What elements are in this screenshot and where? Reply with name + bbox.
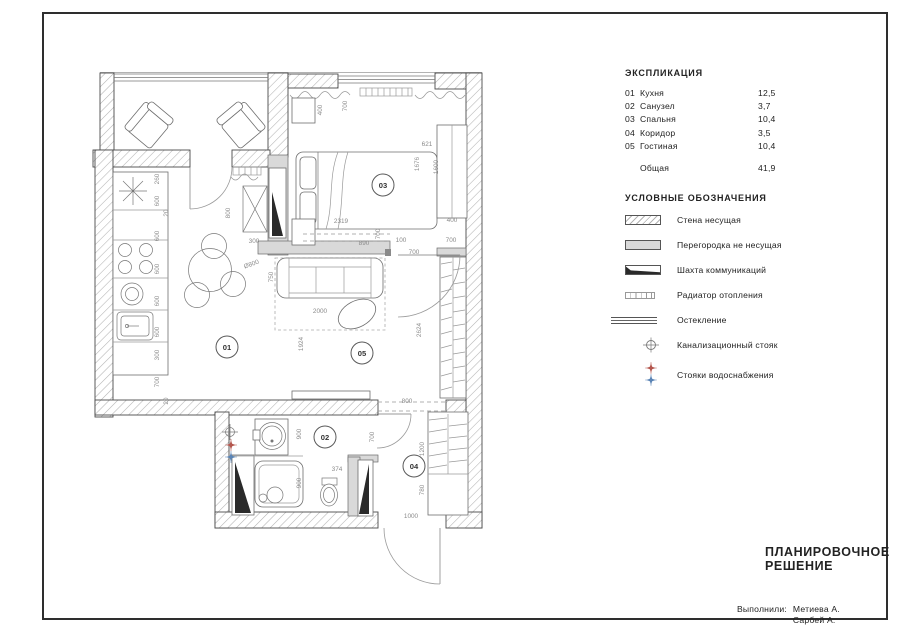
dimension-label: 900 (296, 477, 303, 489)
dimension-label: Ø800 (242, 258, 261, 271)
glazing-swatch (611, 317, 657, 324)
dimension-label: 900 (296, 428, 303, 440)
legend-label: Перегородка не несущая (677, 240, 782, 250)
author-name: Метиева А. (792, 604, 840, 614)
room-badge-03 (372, 174, 394, 196)
legend-item (625, 338, 865, 352)
explication-row (625, 101, 845, 111)
author-name: Сарбей А. (792, 615, 836, 625)
dimension-label: 890 (358, 240, 370, 247)
dimension-label: 700 (375, 228, 382, 240)
dimension-label: 1200 (419, 441, 426, 457)
sewer-riser-icon (631, 337, 671, 353)
legend-label: Стена несущая (677, 215, 741, 225)
legend-item (625, 263, 865, 277)
dimension-label: 2624 (416, 322, 423, 338)
dimension-label: 700 (342, 100, 349, 112)
room-area: 10,4 (758, 114, 776, 125)
dimension-label: 20 (163, 209, 170, 217)
partition-swatch (625, 240, 661, 250)
explication-row (625, 141, 845, 151)
legend-item (625, 238, 865, 252)
explication-row (625, 114, 845, 124)
dimension-label: 100 (395, 237, 407, 244)
total-label: Общая (640, 162, 670, 173)
dimension-label: 260 (154, 173, 161, 185)
explication-row (625, 88, 845, 98)
balcony-door (190, 167, 232, 209)
legend-label: Шахта коммуникаций (677, 265, 767, 275)
living-wardrobe (440, 257, 466, 398)
svg-text:01: 01 (222, 342, 232, 352)
dimension-label: 1924 (298, 336, 305, 352)
dimension-label: 600 (154, 195, 161, 207)
dimension-label: 300 (154, 349, 161, 361)
legend-item (625, 313, 865, 327)
legend-item (625, 363, 865, 387)
dimension-label: 1676 (414, 156, 421, 172)
room-badge-05 (351, 342, 373, 364)
dimension-label: 400 (317, 104, 324, 116)
sink-star-symbol (119, 177, 147, 205)
room-number: 01 (625, 88, 635, 98)
room-name: Спальня (640, 114, 676, 125)
dimension-label: 700 (408, 249, 420, 256)
legend-item (625, 213, 865, 227)
nightstand (292, 98, 315, 123)
room-area: 3,7 (758, 101, 771, 112)
room-name: Кухня (640, 88, 664, 98)
explication-row (625, 128, 845, 138)
room-name: Санузел (640, 101, 675, 112)
dimension-label: 750 (268, 271, 275, 283)
dimension-label: 400 (446, 217, 458, 224)
x-cabinet (243, 186, 267, 232)
dimension-label: 800 (225, 207, 232, 219)
legend-label: Стояки водоснабжения (677, 370, 774, 380)
dimension-label: 600 (154, 263, 161, 275)
room-area: 10,4 (758, 140, 776, 151)
dimension-label: 780 (419, 484, 426, 496)
entrance-door (384, 528, 440, 584)
dimension-label: 600 (154, 295, 161, 307)
dimension-label: 2000 (312, 308, 328, 315)
svg-text:02: 02 (320, 432, 330, 442)
svg-text:04: 04 (409, 461, 419, 471)
dimension-label: 374 (331, 466, 343, 473)
sheet-title-line2: РЕШЕНИЕ (765, 559, 834, 574)
dimension-label: 600 (154, 230, 161, 242)
water-risers-icon (631, 362, 671, 388)
room-number: 03 (625, 114, 635, 125)
utility-shaft-swatch (625, 265, 661, 275)
room-number: 05 (625, 140, 635, 151)
dimension-label: 1600 (433, 159, 440, 175)
dimension-label: 2319 (333, 218, 349, 225)
dimension-label: 700 (154, 376, 161, 388)
room-area: 3,5 (758, 127, 771, 138)
dimension-label: 800 (401, 398, 413, 405)
dimension-label: 600 (154, 326, 161, 338)
dimension-label: 1000 (403, 513, 419, 520)
legend-item (625, 288, 865, 302)
room-badge-01 (216, 336, 238, 358)
legend-label: Канализационный стояк (677, 340, 778, 350)
dimension-label: 700 (445, 237, 457, 244)
toilet (321, 478, 338, 506)
washbasin (253, 419, 288, 455)
dining-table (185, 234, 246, 308)
bathroom-door (377, 414, 411, 448)
tv-stand (292, 391, 370, 399)
corridor-wardrobe (428, 412, 468, 515)
svg-text:03: 03 (378, 180, 388, 190)
pouf (333, 293, 381, 335)
title-block (765, 545, 890, 574)
legend-label: Остекление (677, 315, 727, 325)
svg-text:05: 05 (357, 348, 367, 358)
sofa (277, 258, 383, 298)
made-by-label: Выполнили: (737, 604, 787, 614)
room-badge-02 (314, 426, 336, 448)
total-area: 41,9 (758, 162, 776, 173)
dimension-label: 621 (421, 141, 433, 148)
radiator-swatch (625, 292, 655, 299)
room-number: 02 (625, 101, 635, 112)
room-number: 04 (625, 127, 635, 138)
explication-total-row (625, 163, 845, 173)
legend-label: Радиатор отопления (677, 290, 763, 300)
sheet-title-line1: ПЛАНИРОВОЧНОЕ (765, 545, 890, 559)
load-bearing-wall-swatch (625, 215, 661, 225)
dimension-label: 300 (248, 238, 260, 245)
room-name: Гостиная (640, 140, 678, 151)
room-name: Коридор (640, 127, 676, 138)
dimension-label: 20 (163, 397, 170, 405)
legend-section (625, 193, 865, 398)
explication-section (625, 68, 845, 176)
explication-title: ЭКСПЛИКАЦИЯ (625, 68, 703, 78)
room-area: 12,5 (758, 88, 776, 98)
bedroom-wardrobe (437, 125, 467, 218)
dimension-label: 700 (369, 431, 376, 443)
room-badge-04 (403, 455, 425, 477)
balcony-armchairs (124, 98, 266, 149)
authors-block (737, 604, 887, 626)
legend-title: УСЛОВНЫЕ ОБОЗНАЧЕНИЯ (625, 193, 767, 203)
